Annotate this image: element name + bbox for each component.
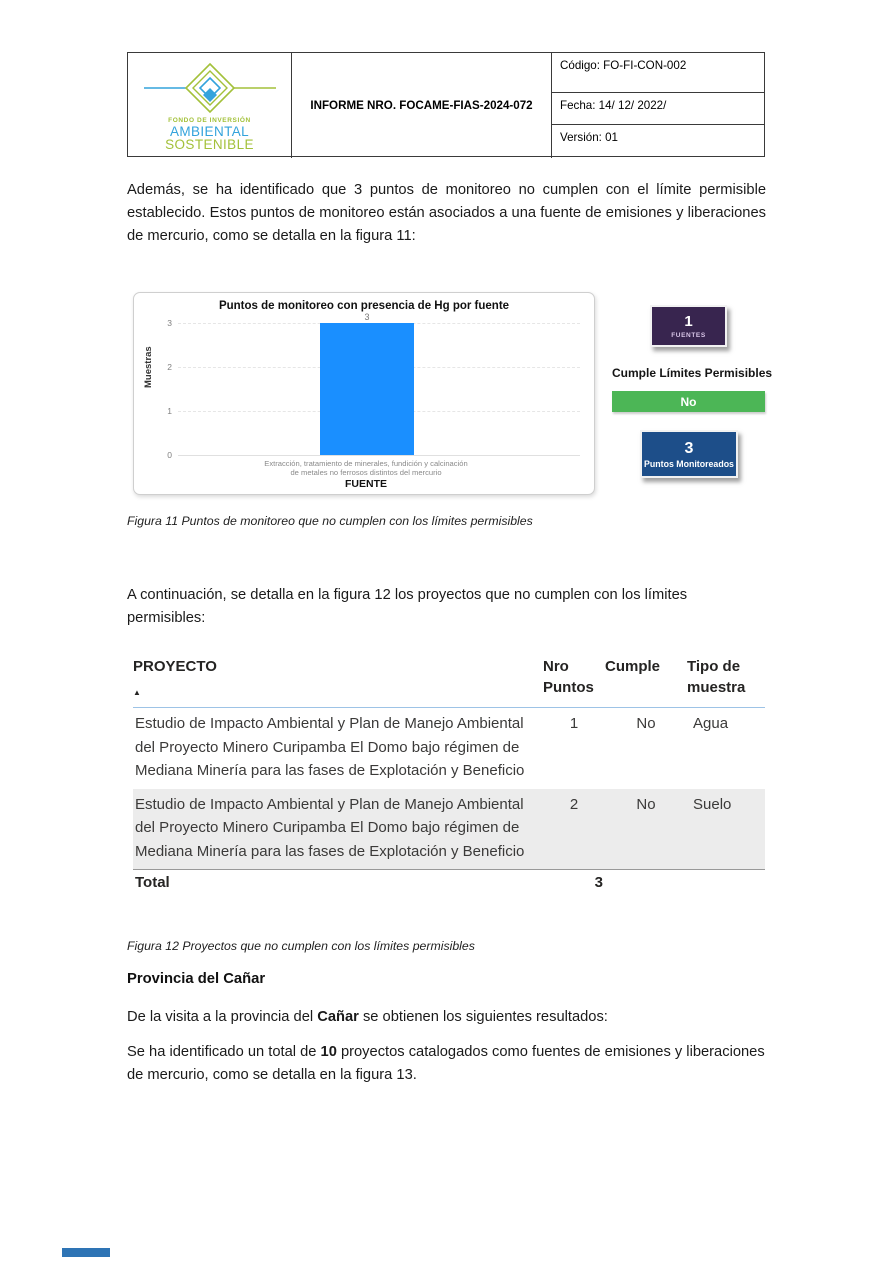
table-row bbox=[133, 708, 765, 789]
report-title: INFORME NRO. FOCAME-FIAS-2024-072 bbox=[310, 99, 533, 112]
x-axis-label: FUENTE bbox=[345, 478, 387, 490]
chart-title: Puntos de monitoreo con presencia de Hg por fuente bbox=[218, 300, 510, 312]
canar-bold: Cañar bbox=[317, 1009, 359, 1025]
table-total-row bbox=[133, 869, 765, 897]
kpi-puntos-label: Puntos Monitoreados bbox=[644, 458, 734, 469]
kpi-card-fuentes bbox=[650, 305, 727, 347]
cell-tipo-muestra: Agua bbox=[693, 715, 729, 732]
ytick-2: 2 bbox=[167, 361, 172, 372]
chart-figura-11 bbox=[133, 292, 595, 495]
bar-value-label: 3 bbox=[364, 312, 370, 322]
kpi-cumple-bar bbox=[612, 391, 765, 412]
cell-proyecto: Estudio de Impacto Ambiental y Plan de Manejo Ambiental del Proyecto Minero Curipamba El Domo bajo régimen de Mediana Minería para las fases de Explotación y Beneficio bbox=[135, 795, 525, 860]
column-header-nro-puntos: Nro Puntos bbox=[543, 658, 594, 696]
ytick-0: 0 bbox=[167, 450, 172, 460]
logo-cell bbox=[128, 53, 292, 158]
cell-nro-puntos: 1 bbox=[569, 715, 579, 732]
table-row bbox=[133, 789, 765, 870]
projects-table bbox=[133, 648, 765, 897]
paragraph-intro-fig11: Además, se ha identificado que 3 puntos de monitoreo no cumplen con el límite permisible establecido. Estos puntos de monitoreo están asociados a una fuente de emisiones y liberaciones de mercurio, como se detalla en la figura 11: bbox=[127, 182, 766, 244]
paragraph-intro-fig12: A continuación, se detalla en la figura 12 los proyectos que no cumplen con los límites permisibles: bbox=[127, 587, 688, 626]
report-codigo: Código: FO-FI-CON-002 bbox=[552, 53, 764, 93]
report-version: Versión: 01 bbox=[560, 131, 619, 144]
total-value: 3 bbox=[594, 874, 603, 891]
logo-line-ambiental: AMBIENTAL bbox=[169, 123, 250, 139]
cell-cumple: No bbox=[636, 715, 656, 732]
x-category-label: Extracción, tratamiento de minerales, fundición y calcinación de metales no ferrosos distintos del mercurio bbox=[264, 459, 468, 478]
cell-tipo-muestra: Suelo bbox=[693, 795, 732, 813]
caption-figura-12: Figura 12 Proyectos que no cumplen con los límites permisibles bbox=[127, 939, 475, 953]
report-fecha: Fecha: 14/ 12/ 2022/ bbox=[552, 93, 764, 125]
logo-line-sostenible: SOSTENIBLE bbox=[165, 137, 254, 153]
cell-nro-puntos: 2 bbox=[569, 795, 579, 813]
section-heading-provincia-canar: Provincia del Cañar bbox=[127, 971, 266, 987]
document-header-table bbox=[127, 52, 765, 157]
kpi-fuentes-value: 1 bbox=[684, 312, 693, 330]
y-axis-label: Muestras bbox=[143, 346, 154, 388]
total-label: Total bbox=[135, 874, 170, 891]
chart-bar bbox=[320, 323, 414, 455]
kpi-fuentes-label: FUENTES bbox=[671, 331, 706, 339]
sort-ascending-icon: ▲ bbox=[133, 688, 141, 697]
logo-line-fondo: FONDO DE INVERSIÓN bbox=[168, 116, 251, 124]
kpi-cumple-heading: Cumple Límites Permisibles bbox=[612, 366, 773, 380]
kpi-puntos-value: 3 bbox=[684, 439, 694, 457]
kpi-cumple-value: No bbox=[680, 394, 697, 409]
ytick-3: 3 bbox=[167, 318, 172, 328]
table-body bbox=[133, 708, 765, 869]
caption-figura-11: Figura 11 Puntos de monitoreo que no cumplen con los límites permisibles bbox=[127, 514, 533, 528]
paragraph-total-proyectos: Se ha identificado un total de 10 proyectos catalogados como fuentes de emisiones y liberaciones de mercurio, como se detalla en la figura 13. bbox=[127, 1044, 765, 1083]
next-figure-peek bbox=[62, 1248, 110, 1257]
column-header-proyecto: PROYECTO ▲ bbox=[133, 648, 543, 703]
report-title-cell bbox=[292, 53, 552, 158]
column-header-tipo-muestra: Tipo de muestra bbox=[687, 658, 746, 696]
column-header-cumple: Cumple bbox=[605, 658, 661, 675]
logo-text bbox=[165, 118, 254, 152]
paragraph-visita-canar: De la visita a la provincia del Cañar se obtienen los siguientes resultados: bbox=[127, 1009, 608, 1025]
chart-plot-area bbox=[167, 312, 580, 460]
ytick-1: 1 bbox=[167, 405, 172, 416]
cell-cumple: No bbox=[636, 795, 656, 813]
report-meta-cell bbox=[552, 53, 764, 158]
kpi-card-puntos-monitoreados bbox=[640, 430, 738, 478]
cell-proyecto: Estudio de Impacto Ambiental y Plan de Manejo Ambiental del Proyecto Minero Curipamba El Domo bajo régimen de Mediana Minería para las fases de Explotación y Beneficio bbox=[135, 715, 525, 779]
fias-logo-icon bbox=[140, 61, 280, 117]
total-10-bold: 10 bbox=[320, 1044, 337, 1060]
table-header-row bbox=[133, 648, 765, 705]
